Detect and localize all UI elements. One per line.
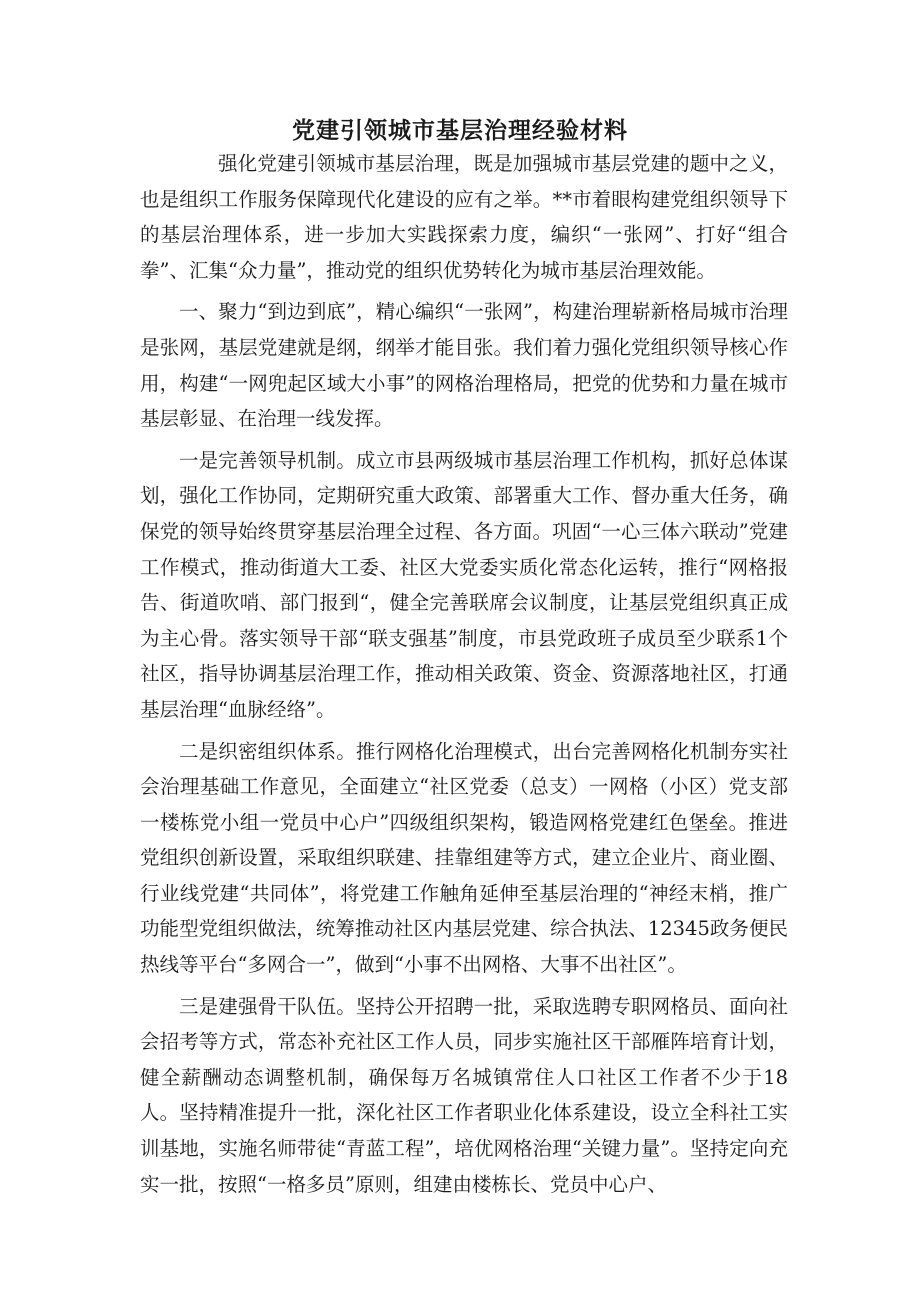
- document-body: [140, 146, 788, 1208]
- paragraph-backbone-team: 三是建强骨干队伍。坚持公开招聘一批，采取选聘专职网格员、面向社会招考等方式，常态补充社区工作人员，同步实施社区干部雁阵培育计划，健全薪酬动态调整机制，确保每万名城镇常住人口社区工作者不少于18人。坚持精准提升一批，深化社区工作者职业化体系建设，设立全科社工实训基地，实施名师带徒“青蓝工程”，培优网格治理“关键力量”。坚持定向充实一批，按照“一格多员”原则，组建由楼栋长、党员中心户、: [140, 994, 788, 1196]
- paragraph-leadership-mechanism: 一是完善领导机制。成立市县两级城市基层治理工作机构，抓好总体谋划，强化工作协同，定期研究重大政策、部署重大工作、督办重大任务，确保党的领导始终贯穿基层治理全过程、各方面。巩固“一心三体六联动”党建工作模式，推动街道大工委、社区大党委实质化常态化运转，推行“网格报告、街道吹哨、部门报到“，健全完善联席会议制度，让基层党组织真正成为主心骨。落实领导干部“联支强基”制度，市县党政班子成员至少联系1个社区，指导协调基层治理工作，推动相关政策、资金、资源落地社区，打通基层治理“血脉经络”。: [140, 448, 788, 721]
- paragraph-intro: 强化党建引领城市基层治理，既是加强城市基层党建的题中之义，也是组织工作服务保障现代化建设的应有之举。**市着眼构建党组织领导下的基层治理体系，进一步加大实践探索力度，编织“一张网”、打好“组合拳”、汇集“众力量”，推动党的组织优势转化为城市基层治理效能。: [140, 152, 788, 282]
- paragraph-organization-system: 二是织密组织体系。推行网格化治理模式，出台完善网格化机制夯实社会治理基础工作意见，全面建立“社区党委（总支）一网格（小区）党支部一楼栋党小组一党员中心户”四级组织架构，锻造网格党建红色堡垒。推进党组织创新设置，采取组织联建、挂靠组建等方式，建立企业片、商业圈、行业线党建“共同体”，将党建工作触角延伸至基层治理的“神经末梢，推广功能型党组织做法，统筹推动社区内基层党建、综合执法、12345政务便民热线等平台“多网合一”，做到“小事不出网格、大事不出社区”。: [140, 739, 788, 977]
- paragraph-section-one: 一、聚力“到边到底”，精心编织“一张网”，构建治理崭新格局城市治理是张网，基层党建就是纲，纲举才能目张。我们着力强化党组织领导核心作用，构建“一网兜起区域大小事”的网格治理格局，把党的优势和力量在城市基层彰显、在治理一线发挥。: [140, 300, 788, 431]
- document-title: 党建引领城市基层治理经验材料: [292, 118, 628, 144]
